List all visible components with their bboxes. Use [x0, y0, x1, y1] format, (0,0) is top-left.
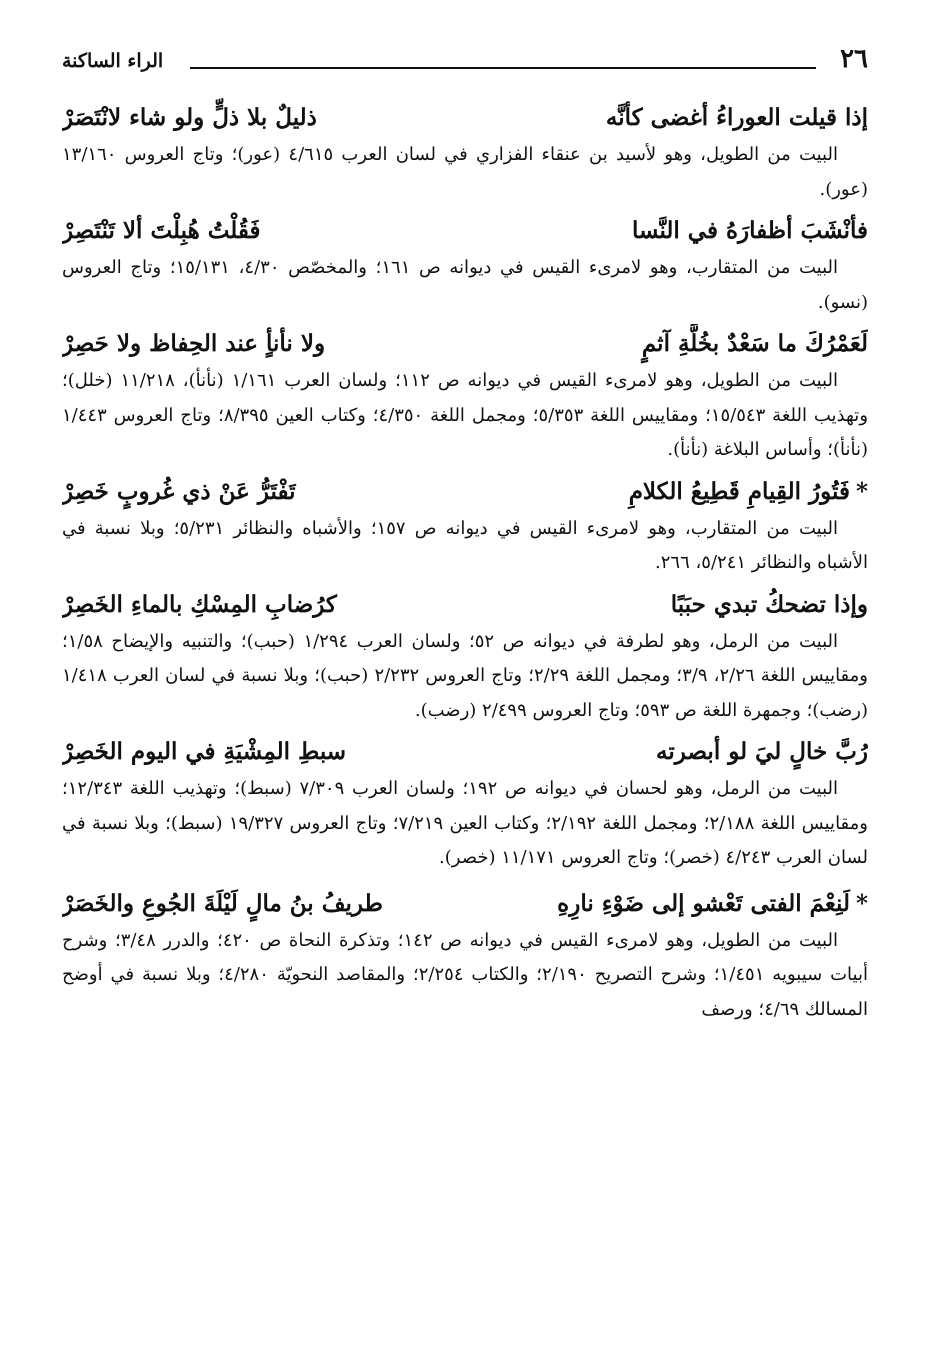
first-hemistich: وإذا تضحكُ تبدي حبَبًا	[670, 590, 868, 618]
entry-marker: *	[855, 889, 868, 917]
verse-entry	[62, 324, 868, 468]
first-hemistich: لَعَمْرُكَ ما سَعْدٌ بخُلَّةِ آثمٍ	[641, 330, 868, 357]
section-title: الراء الساكنة	[62, 50, 164, 72]
entry-marker: *	[855, 477, 868, 505]
verse-line	[62, 98, 868, 138]
first-hemistich: *فَتُورُ القِيامِ قَطِيعُ الكلامِ	[628, 477, 868, 505]
source-note: البيت من المتقارب، وهو لامرىء القيس في ديوانه ص ١٥٧؛ والأشباه والنظائر ٥/٢٣١؛ وبلا نسبة في الأشباه والنظائر ٥/٢٤١، ٢٦٦.	[62, 517, 868, 573]
verse-entry	[62, 884, 868, 1028]
page-header	[62, 44, 868, 84]
verse-entry	[62, 732, 868, 876]
page-number: ٢٦	[840, 44, 868, 74]
first-hemistich: *لَنِعْمَ الفتى تَعْشو إلى ضَوْءِ نارِهِ	[557, 889, 868, 917]
source-note: البيت من الرمل، وهو لطرفة في ديوانه ص ٥٢؛ ولسان العرب ١/٢٩٤ (حبب)؛ والتنبيه والإيضاح ١/٥٨؛ ومقاييس اللغة ٢/٢٦، ٣/٩؛ ومجمل اللغة ٢/٢٩؛ وتاج العروس ٢/٢٣٢ (حبب)؛ وبلا نسبة في لسان العرب ١/٤١٨ (رضب)؛ وجمهرة اللغة ص ٥٩٣؛ وتاج العروس ٢/٤٩٩ (رضب).	[62, 630, 868, 721]
second-hemistich: طريفُ بنُ مالٍ لَيْلَةَ الجُوعِ والخَصَرْ	[62, 889, 383, 917]
source-note: البيت من الطويل، وهو لأسيد بن عنقاء الفزاري في لسان العرب ٤/٦١٥ (عور)؛ وتاج العروس ١٣/١٦٠ (عور).	[62, 144, 868, 200]
second-hemistich: سبطِ المِشْيَةِ في اليوم الخَصِرْ	[62, 738, 347, 765]
second-hemistich: كرُضابِ المِسْكِ بالماءِ الخَصِرْ	[62, 590, 337, 618]
verse-line	[62, 211, 868, 251]
verse-line	[62, 472, 868, 512]
verse-line	[62, 884, 868, 924]
verse-entry	[62, 211, 868, 320]
verse-line	[62, 585, 868, 625]
first-hemistich: إذا قيلت العوراءُ أغضى كأنَّه	[605, 104, 868, 131]
second-hemistich: فَقُلْتُ هُبِلْتَ ألا تَنْتَصِرْ	[62, 217, 261, 244]
second-hemistich: تَفْتَرُّ عَنْ ذي غُروبٍ خَصِرْ	[62, 477, 296, 505]
second-hemistich: ذليلٌ بلا ذلٍّ ولو شاء لانْتَصَرْ	[62, 104, 317, 131]
second-hemistich: ولا نأنأٍ عند الحِفاظ ولا حَصِرْ	[62, 330, 326, 357]
source-note: البيت من المتقارب، وهو لامرىء القيس في ديوانه ص ١٦١؛ والمخصّص ٤/٣٠، ١٥/١٣١؛ وتاج العروس (نسو).	[62, 257, 868, 313]
source-note: البيت من الطويل، وهو لامرىء القيس في ديوانه ص ١١٢؛ ولسان العرب ١/١٦١ (نأنأ)، ١١/٢١٨ (خلل)؛ وتهذيب اللغة ١٥/٥٤٣؛ ومقاييس اللغة ٥/٣٥٣؛ ومجمل اللغة ٤/٣٥٠؛ وكتاب العين ٨/٣٩٥؛ وتاج العروس ١/٤٤٣ (نأنأ)؛ وأساس البلاغة (نأنأ).	[62, 370, 869, 460]
header-rule	[190, 67, 816, 69]
verse-entry	[62, 585, 868, 729]
verse-line	[62, 324, 868, 364]
book-page	[62, 44, 868, 1027]
first-hemistich: فأنْشَبَ أظفارَهُ في النَّسا	[631, 217, 868, 244]
first-hemistich: رُبَّ خالٍ ليَ لو أبصرته	[656, 738, 868, 765]
source-note: البيت من الرمل، وهو لحسان في ديوانه ص ١٩٢؛ ولسان العرب ٧/٣٠٩ (سبط)؛ وتهذيب اللغة ١٢/٣٤٣؛ ومقاييس اللغة ٢/١٨٨؛ ومجمل اللغة ٢/١٩٢؛ وكتاب العين ٧/٢١٩؛ وتاج العروس ١٩/٣٢٧ (سبط)؛ وبلا نسبة في لسان العرب ٤/٢٤٣ (خصر)؛ وتاج العروس ١١/١٧١ (خصر).	[62, 778, 868, 868]
verse-entry	[62, 472, 868, 581]
verse-line	[62, 732, 868, 772]
source-note: البيت من الطويل، وهو لامرىء القيس في ديوانه ص ١٤٢؛ وتذكرة النحاة ص ٤٢٠؛ والدرر ٣/٤٨؛ وشرح أبيات سيبويه ١/٤٥١؛ وشرح التصريح ٢/١٩٠؛ والكتاب ٢/٢٥٤؛ والمقاصد النحويّة ٤/٢٨٠؛ وبلا نسبة في أوضح المسالك ٤/٦٩؛ ورصف	[62, 929, 868, 1020]
verse-entry	[62, 98, 868, 207]
